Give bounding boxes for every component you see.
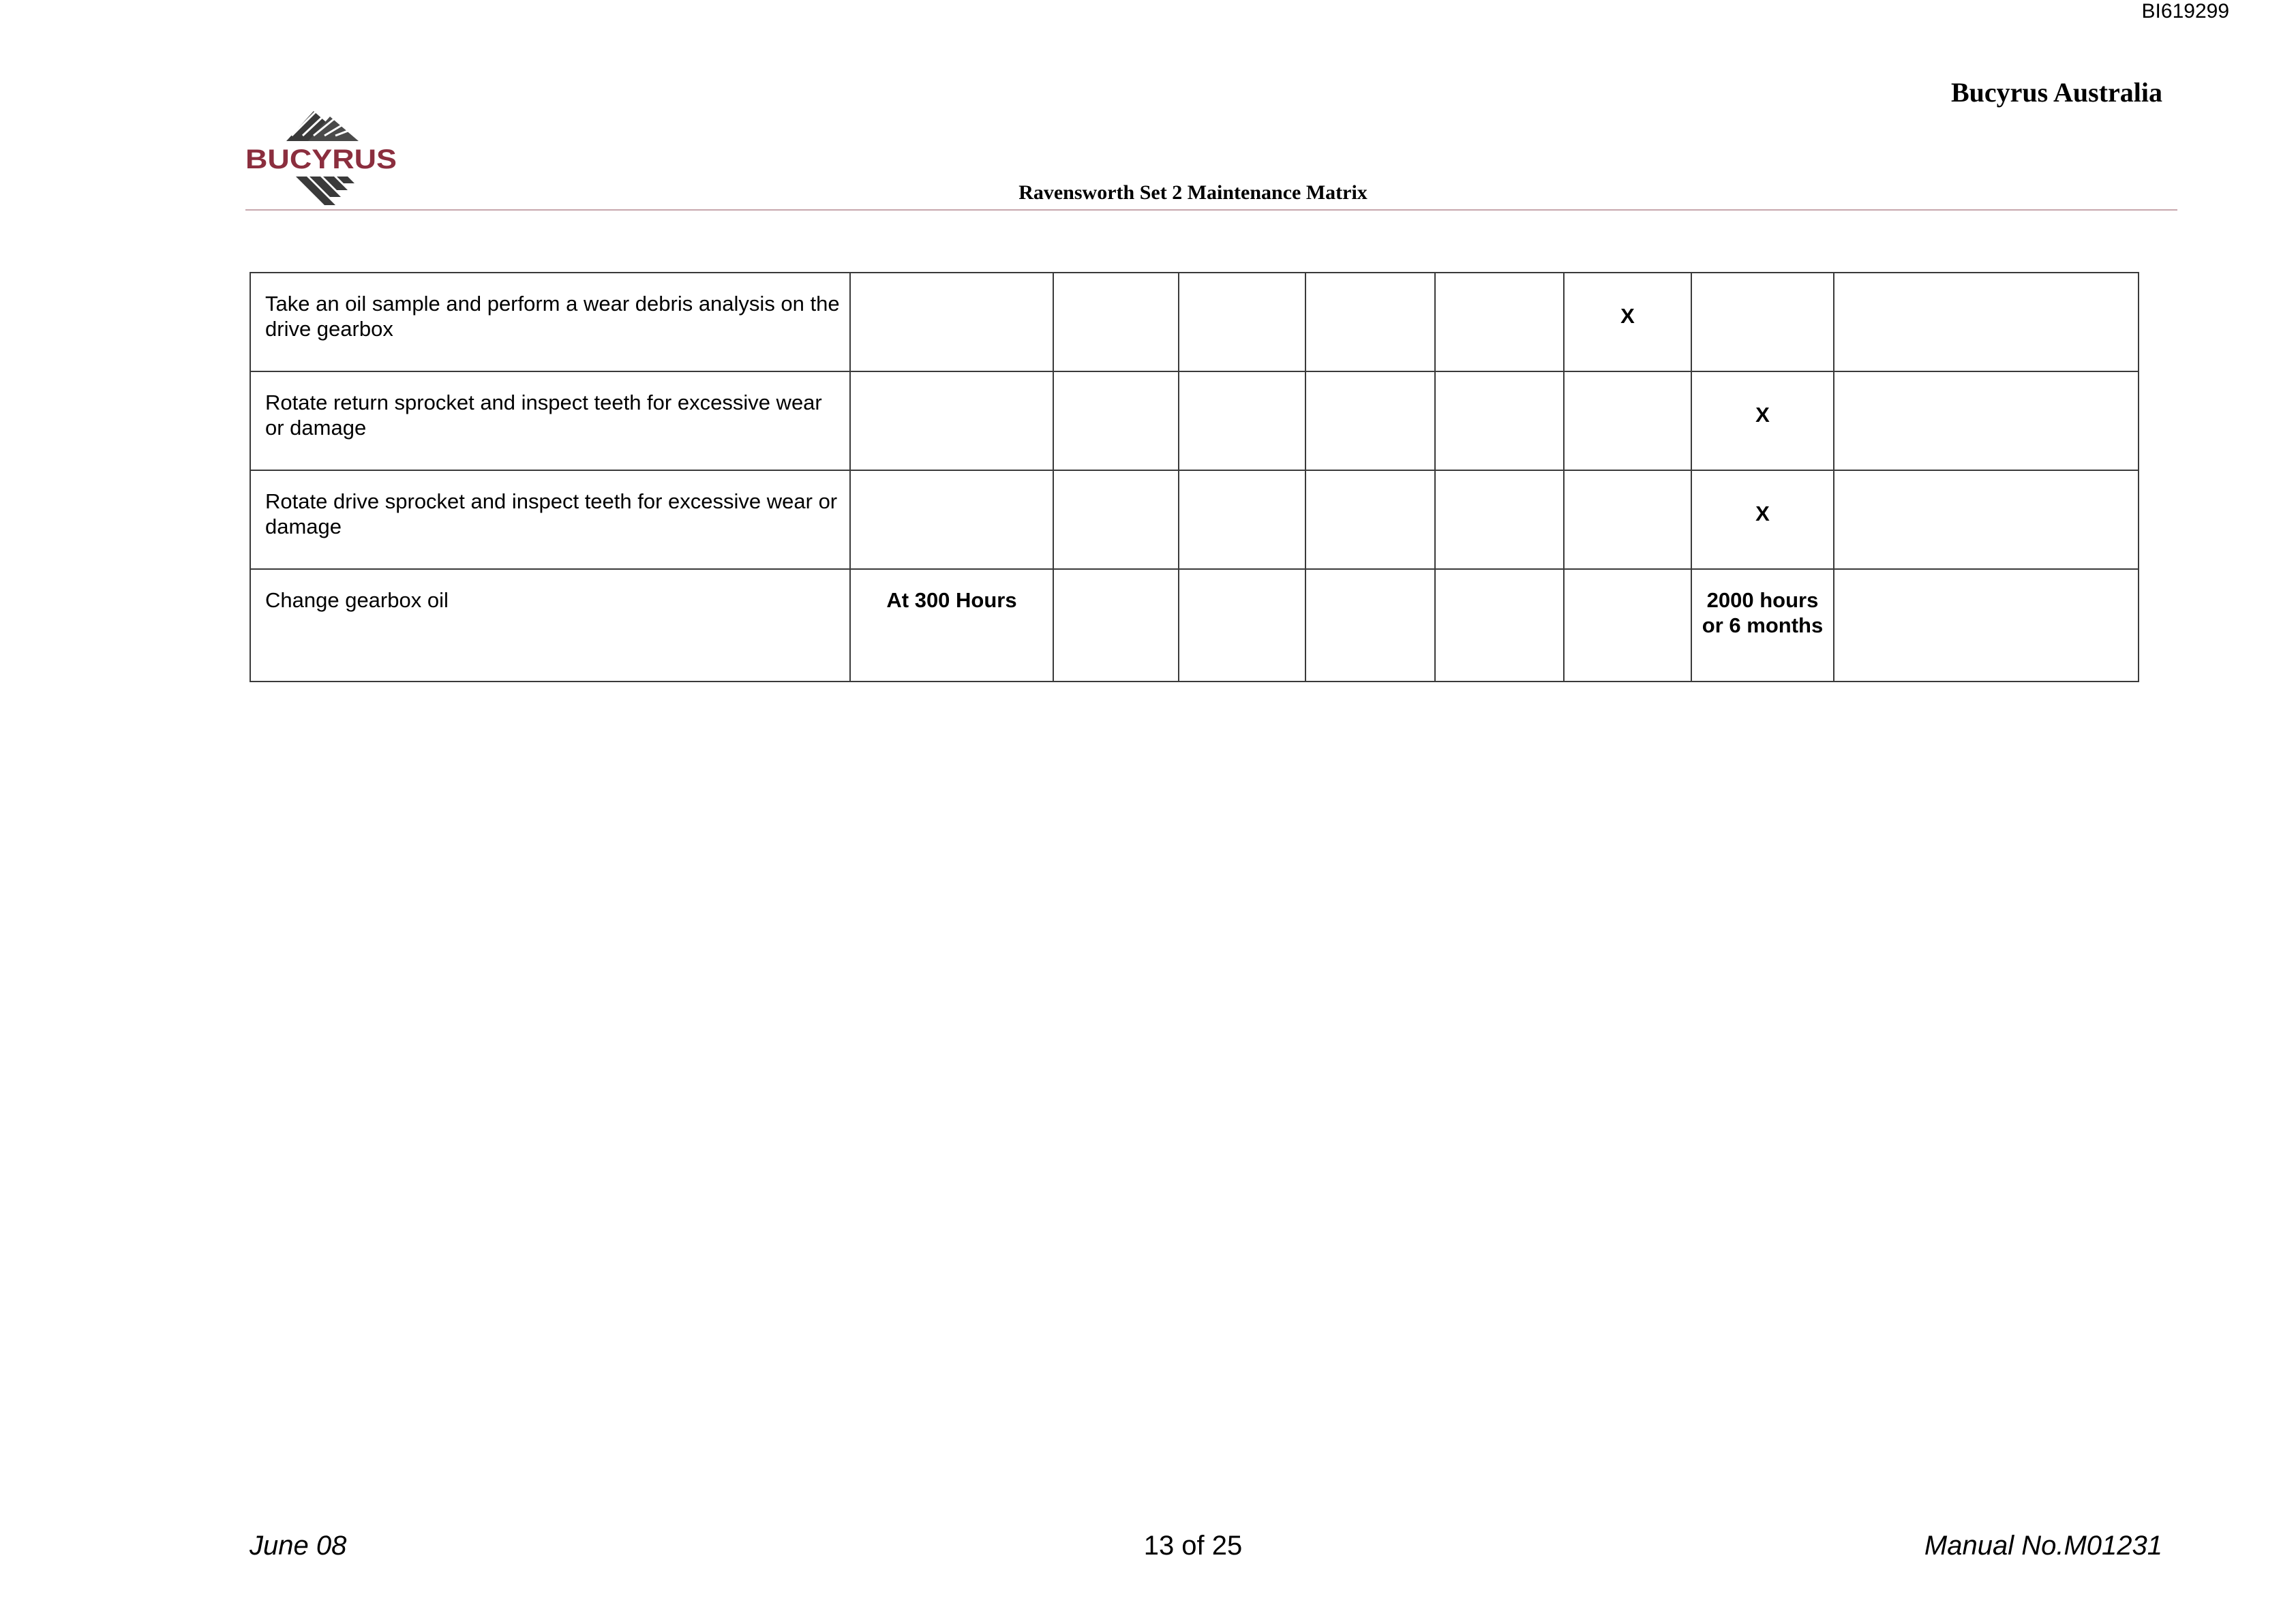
interval-cell <box>1305 273 1435 371</box>
interval-cell <box>1179 569 1305 682</box>
interval-cell: X <box>1691 371 1834 470</box>
interval-cell <box>1053 569 1179 682</box>
maintenance-matrix-table <box>250 272 2139 682</box>
interval-cell <box>1834 273 2139 371</box>
task-cell: Rotate drive sprocket and inspect teeth for excessive wear or damage <box>250 470 850 569</box>
interval-cell <box>1305 470 1435 569</box>
table-row <box>250 273 2139 371</box>
interval-cell: At 300 Hours <box>850 569 1053 682</box>
interval-cell: 2000 hours or 6 months <box>1691 569 1834 682</box>
interval-cell <box>850 273 1053 371</box>
interval-cell <box>1305 569 1435 682</box>
document-id: BI619299 <box>2141 0 2229 22</box>
table-row <box>250 371 2139 470</box>
logo-text: BUCYRUS <box>245 144 397 174</box>
task-cell: Take an oil sample and perform a wear debris analysis on the drive gearbox <box>250 273 850 371</box>
interval-cell <box>1564 470 1691 569</box>
interval-cell <box>850 371 1053 470</box>
logo-mountain-icon <box>286 111 359 141</box>
footer-date: June 08 <box>250 1531 347 1561</box>
interval-cell <box>1564 371 1691 470</box>
interval-cell <box>1179 470 1305 569</box>
interval-cell <box>1834 371 2139 470</box>
interval-cell <box>1435 470 1564 569</box>
interval-cell <box>1435 569 1564 682</box>
interval-cell <box>1053 371 1179 470</box>
footer-manual-number: Manual No.M01231 <box>1924 1531 2162 1561</box>
interval-cell <box>1564 569 1691 682</box>
interval-cell <box>1834 569 2139 682</box>
footer-page-number: 13 of 25 <box>1143 1531 1243 1561</box>
bucyrus-logo-icon <box>245 106 402 206</box>
interval-cell: X <box>1691 470 1834 569</box>
interval-cell <box>1691 273 1834 371</box>
interval-cell <box>1305 371 1435 470</box>
interval-cell <box>1179 371 1305 470</box>
task-cell: Rotate return sprocket and inspect teeth for excessive wear or damage <box>250 371 850 470</box>
interval-cell <box>1834 470 2139 569</box>
table-row <box>250 470 2139 569</box>
interval-cell <box>1179 273 1305 371</box>
interval-cell <box>1435 371 1564 470</box>
interval-cell <box>1053 470 1179 569</box>
interval-cell <box>1435 273 1564 371</box>
interval-cell <box>850 470 1053 569</box>
logo-stripes-icon <box>296 177 354 205</box>
header-divider <box>245 209 2177 211</box>
interval-cell: X <box>1564 273 1691 371</box>
table-row <box>250 569 2139 682</box>
page-title: Ravensworth Set 2 Maintenance Matrix <box>1018 181 1368 204</box>
interval-cell <box>1053 273 1179 371</box>
task-cell: Change gearbox oil <box>250 569 850 682</box>
company-name: Bucyrus Australia <box>1950 77 2162 108</box>
